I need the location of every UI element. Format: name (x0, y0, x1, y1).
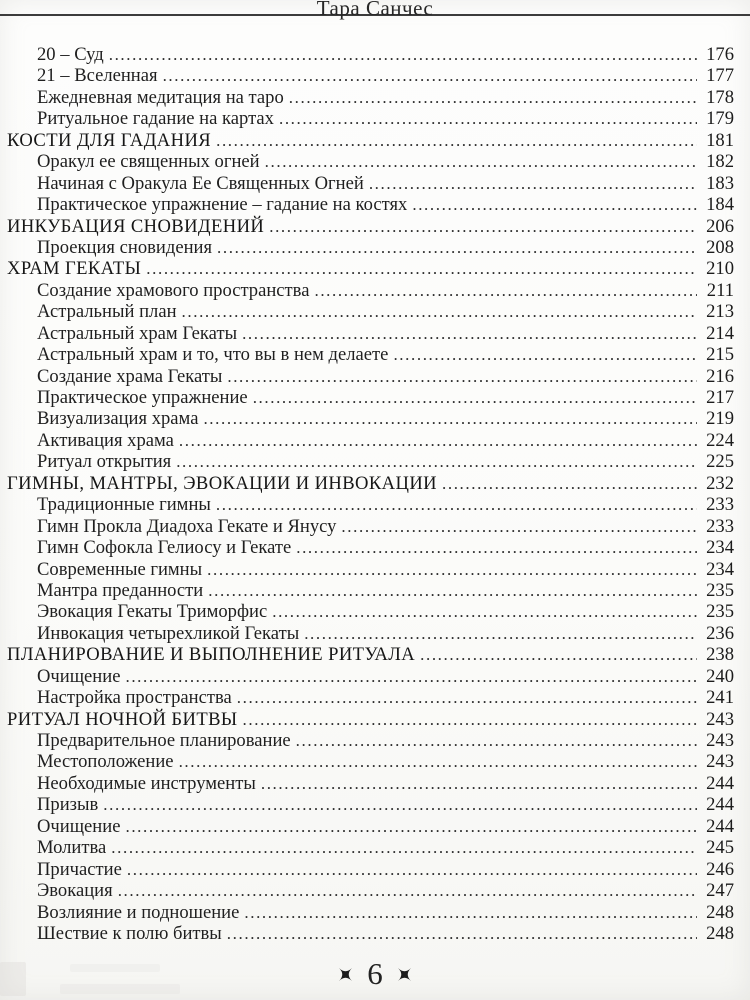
toc-entry-row[interactable] (7, 65, 734, 86)
dot-leader (179, 430, 697, 452)
dot-leader (314, 280, 697, 302)
toc-entry-label: Предварительное планирование (37, 730, 291, 751)
dot-leader (289, 87, 697, 109)
toc-section-row[interactable] (7, 130, 734, 151)
toc-entry-row[interactable] (7, 923, 734, 944)
toc-entry-page-number: 236 (706, 622, 734, 644)
toc-entry-row[interactable] (7, 730, 734, 751)
toc-entry-page-number: 214 (706, 322, 734, 344)
toc-entry-page-number: 210 (706, 258, 734, 280)
toc-entry-label: Традиционные гимны (37, 494, 211, 516)
toc-entry-row[interactable] (7, 516, 734, 537)
toc-entry-label: Призыв (37, 794, 99, 816)
toc-entry-label: 20 – Суд (37, 44, 104, 65)
dot-leader (265, 151, 697, 173)
toc-entry-page-number: 213 (706, 301, 734, 323)
running-header-title: Тара Санчес (316, 0, 434, 20)
toc-entry-label: ХРАМ ГЕКАТЫ (7, 258, 142, 280)
toc-section-row[interactable] (7, 258, 734, 279)
toc-entry-page-number: 232 (706, 472, 734, 494)
toc-entry-page-number: 244 (706, 815, 734, 837)
toc-entry-page-number: 244 (706, 794, 734, 816)
toc-entry-label: Инвокация четырехликой Гекаты (37, 622, 300, 644)
toc-entry-page-number: 234 (706, 537, 734, 559)
dot-leader (176, 451, 697, 473)
dot-leader (243, 709, 697, 731)
toc-entry-row[interactable] (7, 323, 734, 344)
dot-leader (216, 494, 697, 516)
folio-page-number: 6 (367, 956, 383, 991)
toc-entry-label: Создание храма Гекаты (37, 365, 223, 387)
toc-entry-label: Очищение (37, 815, 121, 837)
toc-entry-row[interactable] (7, 880, 734, 901)
toc-entry-page-number: 235 (706, 579, 734, 601)
dot-leader (216, 130, 697, 152)
dot-leader (182, 301, 697, 323)
toc-entry-row[interactable] (7, 666, 734, 687)
dot-leader (279, 108, 697, 130)
toc-entry-label: Ритуальное гадание на картах (37, 108, 274, 130)
toc-entry-row[interactable] (7, 580, 734, 601)
dot-leader (125, 666, 697, 688)
dot-leader (304, 623, 697, 645)
toc-entry-page-number: 248 (706, 901, 734, 923)
toc-entry-page-number: 181 (706, 129, 734, 151)
toc-entry-label: Шествие к полю битвы (37, 922, 222, 944)
four-pointed-star-icon (339, 968, 352, 981)
toc-entry-page-number: 215 (706, 344, 734, 366)
toc-entry-page-number: 233 (706, 494, 734, 516)
dot-leader (208, 580, 697, 602)
dot-leader (412, 194, 697, 216)
four-pointed-star-icon (398, 968, 411, 981)
toc-entry-row[interactable] (7, 816, 734, 837)
running-header (0, 0, 750, 20)
toc-entry-label: ГИМНЫ, МАНТРЫ, ЭВОКАЦИИ И ИНВОКАЦИИ (7, 472, 437, 494)
toc-entry-row[interactable] (7, 623, 734, 644)
toc-entry-label: Эвокация (37, 880, 113, 902)
toc-entry-page-number: 245 (706, 837, 734, 859)
toc-entry-row[interactable] (7, 773, 734, 794)
toc-entry-row[interactable] (7, 151, 734, 172)
toc-entry-row[interactable] (7, 902, 734, 923)
toc-entry-row[interactable] (7, 87, 734, 108)
toc-entry-page-number: 234 (706, 558, 734, 580)
toc-entry-page-number: 247 (706, 880, 734, 902)
toc-entry-page-number: 225 (706, 451, 734, 473)
toc-entry-label: Эвокация Гекаты Триморфис (37, 601, 268, 623)
dot-leader (341, 516, 697, 538)
dot-leader (269, 216, 697, 238)
toc-entry-label: РИТУАЛ НОЧНОЙ БИТВЫ (7, 708, 238, 730)
toc-entry-row[interactable] (7, 430, 734, 451)
toc-entry-label: ИНКУБАЦИЯ СНОВИДЕНИЙ (7, 215, 265, 237)
toc-entry-label: Местоположение (37, 751, 174, 773)
toc-entry-label: Возлияние и подношение (37, 901, 240, 923)
toc-entry-page-number: 179 (706, 108, 734, 130)
toc-entry-page-number: 238 (706, 644, 734, 666)
toc-entry-page-number: 235 (706, 601, 734, 623)
toc-entry-label: Мантра преданности (37, 579, 204, 601)
toc-entry-label: Ежедневная медитация на таро (37, 86, 284, 108)
dot-leader (242, 323, 697, 345)
toc-entry-row[interactable] (7, 494, 734, 515)
toc-entry-row[interactable] (7, 366, 734, 387)
toc-entry-row[interactable] (7, 280, 734, 301)
toc-entry-page-number: 176 (706, 44, 734, 65)
toc-entry-row[interactable] (7, 451, 734, 472)
toc-entry-label: Настройка пространства (37, 687, 232, 709)
toc-entry-page-number: 243 (706, 751, 734, 773)
toc-entry-row[interactable] (7, 687, 734, 708)
toc-entry-row[interactable] (7, 859, 734, 880)
dot-leader (227, 923, 697, 945)
toc-entry-row[interactable] (7, 237, 734, 258)
dot-leader (146, 258, 697, 280)
toc-entry-page-number: 244 (706, 772, 734, 794)
toc-entry-page-number: 177 (706, 65, 734, 87)
toc-entry-row[interactable] (7, 44, 734, 65)
dot-leader (296, 730, 697, 752)
toc-entry-row[interactable] (7, 173, 734, 194)
toc-entry-label: Гимн Софокла Гелиосу и Гекате (37, 537, 292, 559)
toc-entry-page-number: 248 (706, 922, 734, 944)
toc-entry-page-number: 216 (706, 365, 734, 387)
toc-entry-row[interactable] (7, 837, 734, 858)
dot-leader (261, 773, 697, 795)
toc-entry-label: Современные гимны (37, 558, 203, 580)
toc-entry-label: Активация храма (37, 429, 174, 451)
dot-leader (442, 473, 697, 495)
toc-entry-label: Начиная с Оракула Ее Священных Огней (37, 172, 364, 194)
dot-leader (179, 751, 697, 773)
toc-entry-label: Очищение (37, 665, 121, 687)
toc-entry-row[interactable] (7, 108, 734, 129)
toc-entry-page-number: 183 (706, 172, 734, 194)
dot-leader (217, 237, 697, 259)
toc-entry-row[interactable] (7, 408, 734, 429)
toc-entry-page-number: 219 (706, 408, 734, 430)
toc-entry-row[interactable] (7, 344, 734, 365)
toc-entry-label: ПЛАНИРОВАНИЕ И ВЫПОЛНЕНИЕ РИТУАЛА (7, 644, 416, 666)
toc-entry-label: КОСТИ ДЛЯ ГАДАНИЯ (7, 129, 212, 151)
toc-entry-page-number: 182 (706, 151, 734, 173)
dot-leader (118, 880, 697, 902)
dot-leader (296, 537, 697, 559)
toc-entry-row[interactable] (7, 537, 734, 558)
toc-entry-row[interactable] (7, 794, 734, 815)
dot-leader (163, 65, 697, 87)
toc-entry-row[interactable] (7, 194, 734, 215)
toc-entry-label: Астральный план (37, 301, 177, 323)
dot-leader (207, 559, 697, 581)
toc-entry-page-number: 224 (706, 429, 734, 451)
toc-entry-label: Необходимые инструменты (37, 772, 256, 794)
toc-entry-page-number: 233 (706, 515, 734, 537)
toc-entry-page-number: 208 (706, 236, 734, 258)
toc-entry-row[interactable] (7, 301, 734, 322)
dot-leader (125, 816, 697, 838)
toc-entry-page-number: 240 (706, 665, 734, 687)
dot-leader (109, 44, 697, 66)
toc-entry-page-number: 184 (706, 194, 734, 216)
dot-leader (253, 387, 697, 409)
toc-entry-page-number: 241 (706, 687, 734, 709)
dot-leader (393, 344, 697, 366)
toc-entry-label: Молитва (37, 837, 107, 859)
toc-entry-row[interactable] (7, 751, 734, 772)
dot-leader (127, 859, 697, 881)
toc-entry-label: Причастие (37, 858, 122, 880)
toc-entry-label: Проекция сновидения (37, 236, 213, 258)
toc-entry-label: Создание храмового пространства (37, 279, 310, 301)
toc-entry-page-number: 178 (706, 86, 734, 108)
page-footer (0, 954, 750, 994)
dot-leader (369, 173, 697, 195)
toc-entry-row[interactable] (7, 601, 734, 622)
dot-leader (420, 644, 697, 666)
dot-leader (237, 687, 697, 709)
toc-entry-page-number: 246 (706, 858, 734, 880)
toc-entry-label: Практическое упражнение (37, 387, 248, 408)
dot-leader (227, 366, 697, 388)
toc-entry-row[interactable] (7, 559, 734, 580)
dot-leader (111, 837, 697, 859)
toc-entry-label: Практическое упражнение – гадание на костях (37, 194, 408, 216)
toc-section-row[interactable] (7, 709, 734, 730)
toc-entry-page-number: 217 (706, 387, 734, 408)
toc-section-row[interactable] (7, 473, 734, 494)
toc-entry-page-number: 243 (706, 708, 734, 730)
toc-entry-label: Астральный храм Гекаты (37, 322, 238, 344)
toc-entry-label: Оракул ее священных огней (37, 151, 260, 173)
toc-entry-row[interactable] (7, 387, 734, 408)
toc-section-row[interactable] (7, 216, 734, 237)
dot-leader (244, 902, 697, 924)
toc-entry-page-number: 206 (706, 215, 734, 237)
toc-entry-label: Гимн Прокла Диадоха Гекате и Янусу (37, 515, 337, 537)
dot-leader (272, 601, 697, 623)
dot-leader (203, 408, 697, 430)
toc-entry-page-number: 211 (706, 279, 734, 301)
dot-leader (103, 794, 697, 816)
toc-entry-page-number: 243 (706, 730, 734, 751)
toc-section-row[interactable] (7, 644, 734, 665)
toc-entry-label: Астральный храм и то, что вы в нем делаете (37, 344, 389, 366)
toc-entry-label: 21 – Вселенная (37, 65, 158, 87)
toc-entry-label: Ритуал открытия (37, 451, 172, 473)
toc-entry-label: Визуализация храма (37, 408, 199, 430)
table-of-contents (7, 44, 734, 944)
